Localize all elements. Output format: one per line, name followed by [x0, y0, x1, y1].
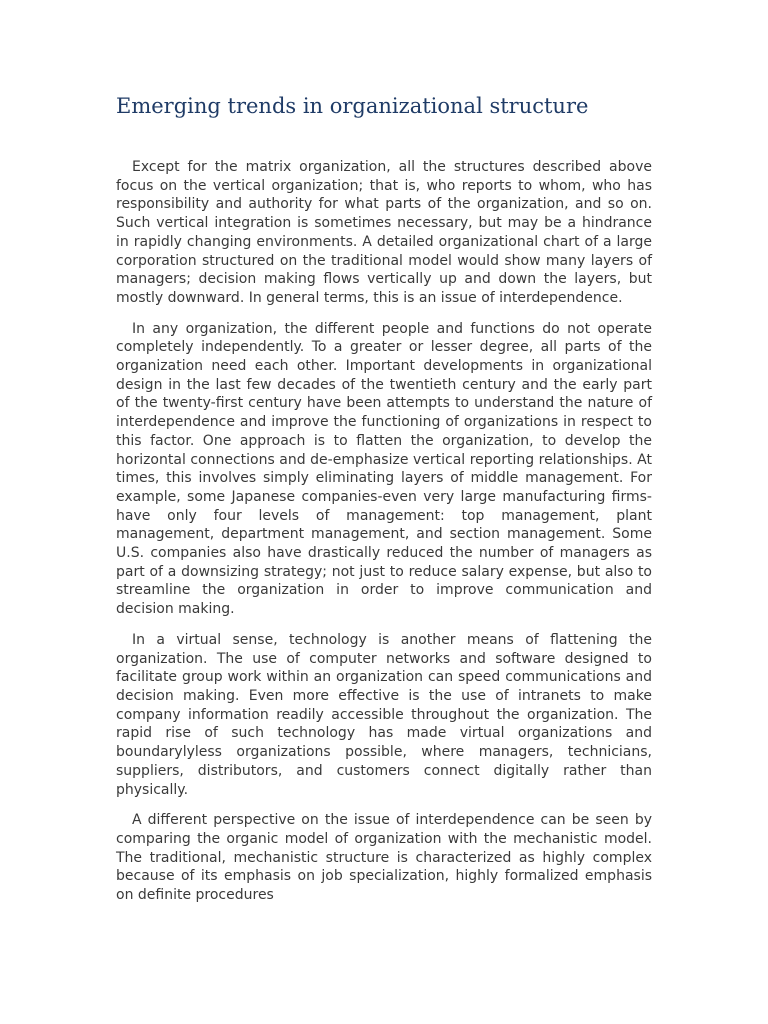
paragraph-4: A different perspective on the issue of interdependence can be seen by comparing the organic model of organization with the mechanistic model. The traditional, mechanistic structure is characterized as highly complex because of its emphasis on job specialization, highly formalized emphasis on definite procedures — [116, 812, 652, 904]
paragraph-1: Except for the matrix organization, all the structures described above focus on the vertical organization; that is, who reports to whom, who has responsibility and authority for what parts of the organization, and so on. Such vertical integration is sometimes necessary, but may be a hindrance in rapidly changing environments. A detailed organizational chart of a large corporation structured on the traditional model would show many layers of managers; decision making flows vertically up and down the layers, but mostly downward. In general terms, this is an issue of interdependence. — [116, 159, 652, 306]
paragraph-2: In any organization, the different people and functions do not operate completely independently. To a greater or lesser degree, all parts of the organization need each other. Important developments in organizational design in the last few decades of the twentieth century and the early part of the twenty-first century have been attempts to understand the nature of interdependence and improve the functioning of organizations in respect to this factor. One approach is to flatten the organization, to develop the horizontal connections and de-emphasize vertical reporting relationships. At times, this involves simply eliminating layers of middle management. For example, some Japanese companies-even very large manufacturing firms-have only four levels of management: top management, plant management, department management, and section management. Some U.S. companies also have drastically reduced the number of managers as part of a downsizing strategy; not just to reduce salary expense, but also to streamline the organization in order to improve communication and decision making. — [116, 320, 652, 618]
document-title: Emerging trends in organizational structure — [116, 94, 589, 118]
paragraph-3: In a virtual sense, technology is another means of flattening the organization. The use of computer networks and software designed to facilitate group work within an organization can speed communications and decision making. Even more effective is the use of intranets to make company information readily accessible throughout the organization. The rapid rise of such technology has made virtual organizations and boundarylyless organizations possible, where managers, technicians, suppliers, distributors, and customers connect digitally rather than physically. — [116, 631, 652, 798]
document-page — [116, 90, 652, 917]
